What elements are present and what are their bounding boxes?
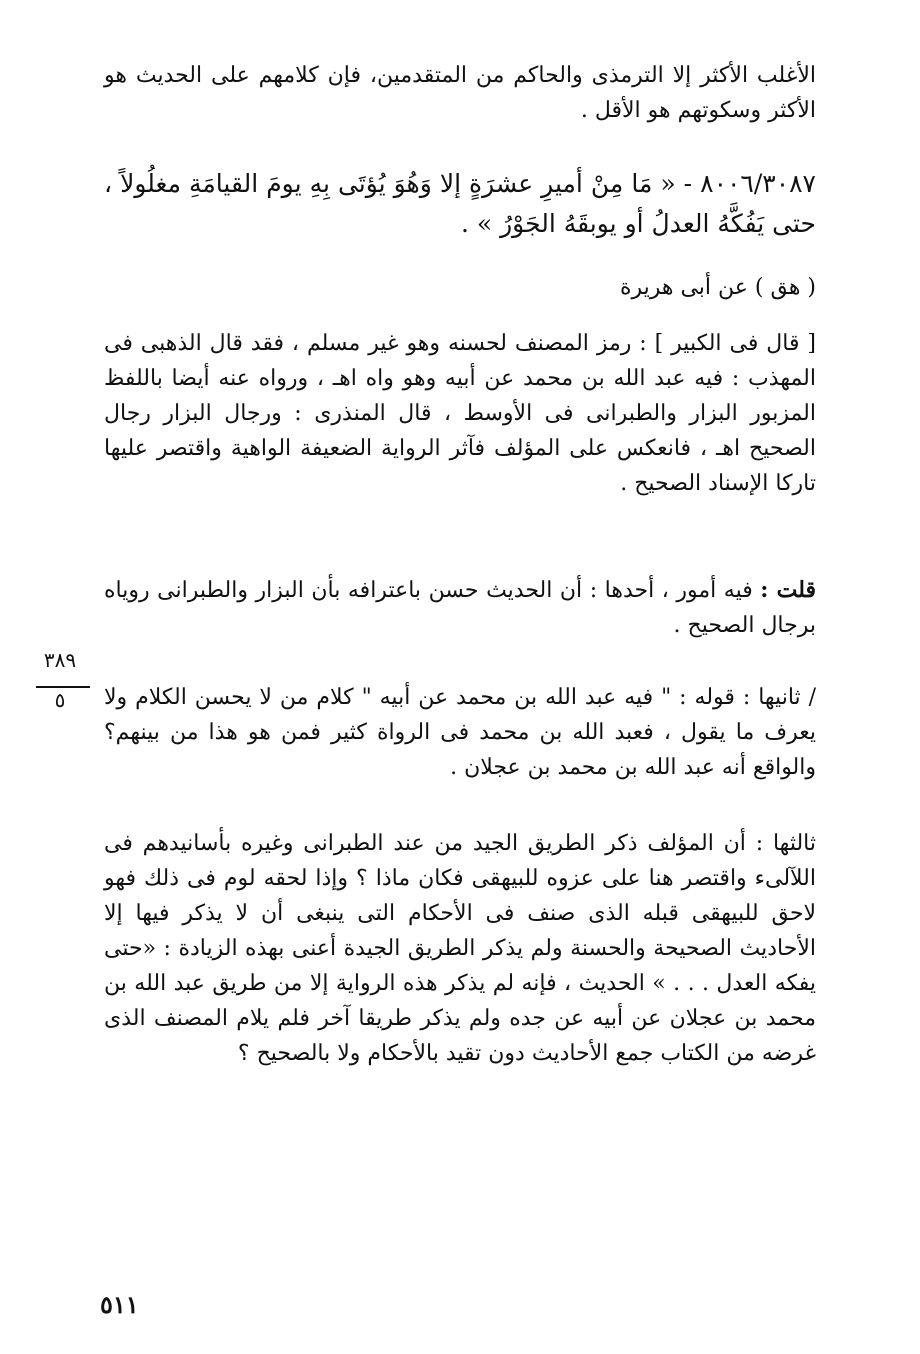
reply-paragraph-third: ثالثها : أن المؤلف ذكر الطريق الجيد من عند الطبرانى وغيره بأسانيدهم فى اللآلىء واقتصر هنا على عزوه للبيهقى فكان ماذا ؟ وإذا لحقه لوم فى ذلك فهو لاحق للبيهقى قبله الذى صنف فى الأحكام التى ينبغى أن لا يذكر فيها إلا الأحاديث الصحيحة والحسنة ولم يذكر الطريق الجيدة أعنى بهذه الزيادة : «حتى يفكه العدل . . . » الحديث ، فإنه لم يذكر هذه الرواية إلا من طريق عبد الله بن محمد بن عجلان عن أبيه عن جده ولم يذكر طريقا آخر فلم يلام المصنف الذى غرضه من الكتاب جمع الأحاديث دون تقيد بالأحكام ولا بالصحيح ؟ xyxy=(104,831,816,1066)
reply-paragraph-second: / ثانيها : قوله : " فيه عبد الله بن محمد عن أبيه " كلام من لا يحسن الكلام ولا يعرف ما يقول ، فعبد الله بن محمد فى الرواة كثير فمن هو هذا من بينهم؟ والواقع أنه عبد الله بن محمد بن عجلان . xyxy=(104,685,816,780)
reply-lead-label: قلت : xyxy=(760,577,816,603)
margin-reference-volume: ٣٨٩ xyxy=(43,648,77,672)
commentary-paragraph: [ قال فى الكبير ] : رمز المصنف لحسنه وهو غير مسلم ، فقد قال الذهبى فى المهذب : فيه عبد الله بن محمد عن أبيه وهو واه اهـ ، ورواه عنه أيضا باللفظ المزبور البزار والطبرانى فى الأوسط ، قال المنذرى : ورجال البزار رجال الصحيح اهـ ، فانعكس على المؤلف فآثر الرواية الضعيفة الواهية واقتصر عليها تاركا الإسناد الصحيح . xyxy=(104,331,816,496)
hadith-text: ٨٠٠٦/٣٠٨٧ - « مَا مِنْ أميرِ عشرَةٍ إلا وَهُوَ يُؤتَى بِهِ يومَ القيامَةِ مغلُولاً ، حتى يَفُكَّهُ العدلُ أو يوبقَهُ الجَوْرُ » . xyxy=(104,169,816,238)
page-number: ٥١١ xyxy=(100,1290,139,1319)
reply-paragraph-first xyxy=(104,573,816,643)
hadith-source: ( هق ) عن أبى هريرة xyxy=(619,275,816,300)
paragraph-continuation: الأغلب الأكثر إلا الترمذى والحاكم من المتقدمين، فإن كلامهم على الحديث هو الأكثر وسكوتهم هو الأقل . xyxy=(104,63,816,123)
margin-reference-line: ٥ xyxy=(54,688,66,712)
reply-text: فيه أمور ، أحدها : أن الحديث حسن باعترافه بأن البزار والطبرانى روياه برجال الصحيح . xyxy=(104,578,816,638)
